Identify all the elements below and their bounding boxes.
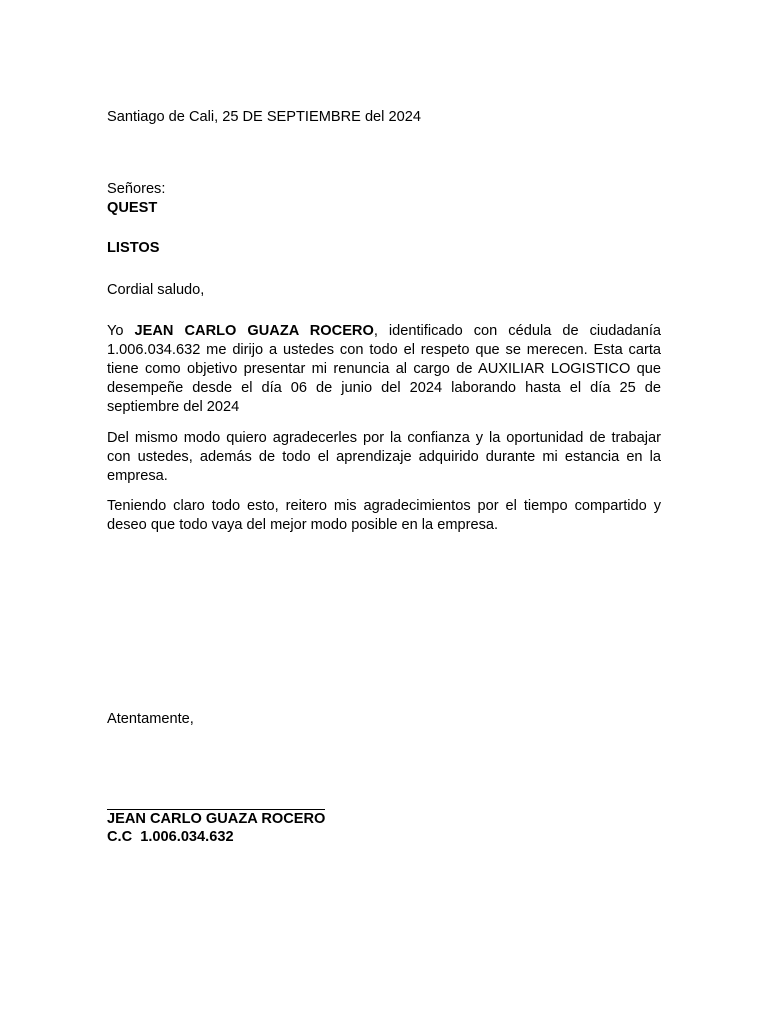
recipient-line2: LISTOS bbox=[107, 240, 160, 256]
p1-rest: , identificado con cédula de ciudadanía 1.006.034.632 me dirijo a ustedes con todo el respeto que se merecen. Esta carta tiene como objetivo presentar mi renuncia al cargo de AUXILIAR LOGISTICO que desempeñe desde el día 06 de junio del 2024 laborando hasta el día 25 de septiembre del 2024 bbox=[107, 323, 661, 415]
signature-name: JEAN CARLO GUAZA ROCERO bbox=[107, 811, 326, 827]
p1-intro: Yo bbox=[107, 323, 135, 339]
body-paragraph-2: Del mismo modo quiero agradecerles por la confianza y la oportunidad de trabajar con ustedes, además de todo el aprendizaje adquirido durante mi estancia en la empresa. bbox=[107, 430, 661, 484]
date-line: Santiago de Cali, 25 DE SEPTIEMBRE del 2024 bbox=[107, 109, 421, 125]
body-paragraph-3: Teniendo claro todo esto, reitero mis agradecimientos por el tiempo compartido y deseo que todo vaya del mejor modo posible en la empresa. bbox=[107, 498, 661, 533]
closing: Atentamente, bbox=[107, 711, 194, 727]
body-paragraph-1 bbox=[107, 322, 661, 417]
greeting: Cordial saludo, bbox=[107, 282, 205, 298]
salutation-prefix: Señores: bbox=[107, 181, 166, 197]
p1-name: JEAN CARLO GUAZA ROCERO bbox=[134, 323, 374, 339]
recipient-company: QUEST bbox=[107, 200, 158, 216]
signature-id: C.C 1.006.034.632 bbox=[107, 829, 234, 845]
